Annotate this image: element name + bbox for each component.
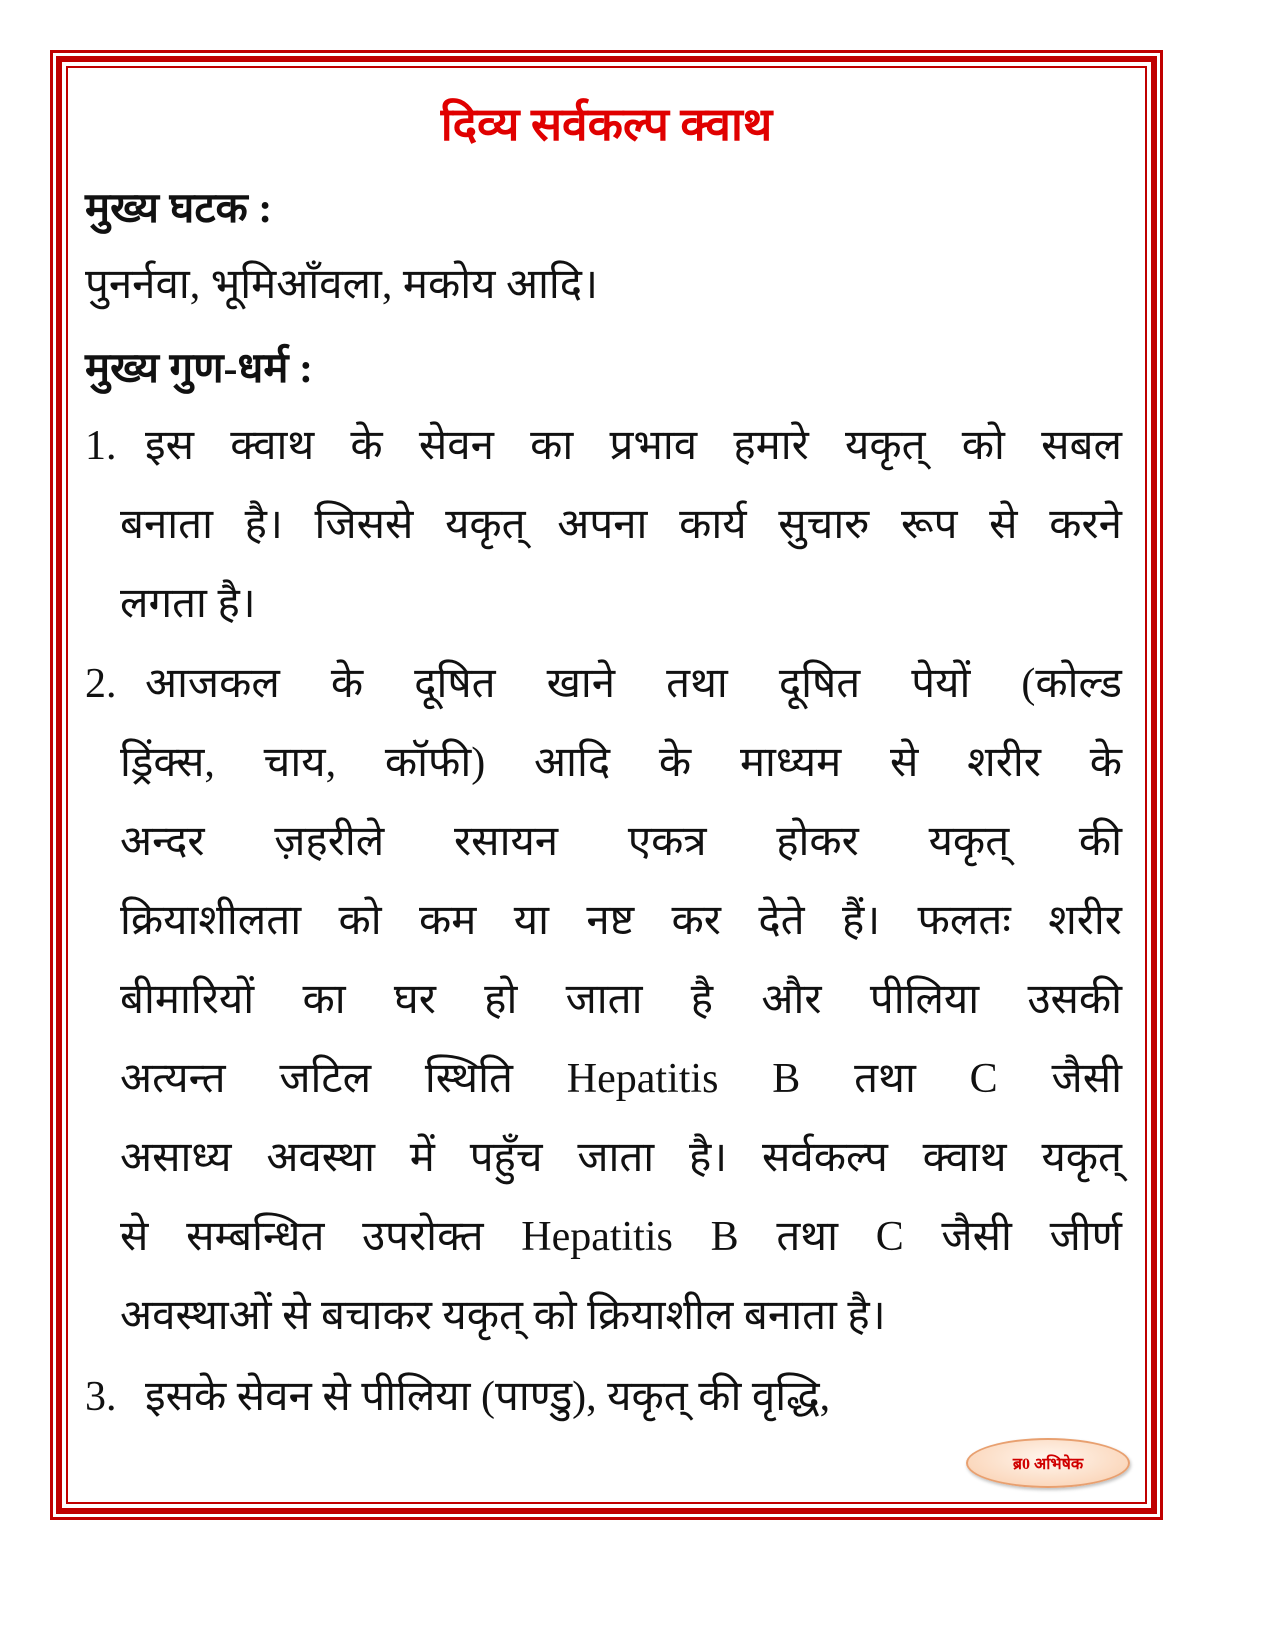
list-item-line: अवस्थाओं से बचाकर यकृत् को क्रियाशील बनाता है। [120, 1293, 886, 1339]
list-item-line: अत्यन्त जटिल स्थिति Hepatitis B तथा C जैसी [120, 1056, 1122, 1102]
list-item-number: 1. [85, 423, 117, 469]
list-item-line: बनाता है। जिससे यकृत् अपना कार्य सुचारु रूप से करने [120, 502, 1122, 548]
list-item-line: बीमारियों का घर हो जाता है और पीलिया उसकी [120, 977, 1122, 1023]
list-item-number: 3. [85, 1374, 117, 1420]
list-item-line: ड्रिंक्स, चाय, कॉफी) आदि के माध्यम से शरीर के [120, 740, 1122, 786]
list-item-line: क्रियाशीलता को कम या नष्ट कर देते हैं। फलतः शरीर [120, 898, 1122, 944]
list-item-line: अन्दर ज़हरीले रसायन एकत्र होकर यकृत् की [120, 819, 1122, 865]
list-item-number: 2. [85, 661, 117, 707]
list-item-line: आजकल के दूषित खाने तथा दूषित पेयों (कोल्ड [145, 661, 1122, 707]
list-item-line: लगता है। [120, 581, 256, 627]
list-item-line: असाध्य अवस्था में पहुँच जाता है। सर्वकल्प क्वाथ यकृत् [120, 1135, 1122, 1181]
properties-heading: मुख्य गुण-धर्म : [85, 346, 313, 392]
page-title: दिव्य सर्वकल्प क्वाथ [440, 99, 773, 150]
ingredients-text: पुनर्नवा, भूमिआँवला, मकोय आदि। [85, 262, 598, 308]
author-badge-text: ब्र0 अभिषेक [1012, 1456, 1084, 1473]
list-item-line: इस क्वाथ के सेवन का प्रभाव हमारे यकृत् को सबल [145, 423, 1122, 469]
list-item-line: इसके सेवन से पीलिया (पाण्डु), यकृत् की वृद्धि, [145, 1374, 831, 1420]
author-badge [966, 1438, 1130, 1488]
list-item-line: से सम्बन्धित उपरोक्त Hepatitis B तथा C जैसी जीर्ण [120, 1214, 1122, 1260]
ingredients-heading: मुख्य घटक : [85, 186, 273, 232]
